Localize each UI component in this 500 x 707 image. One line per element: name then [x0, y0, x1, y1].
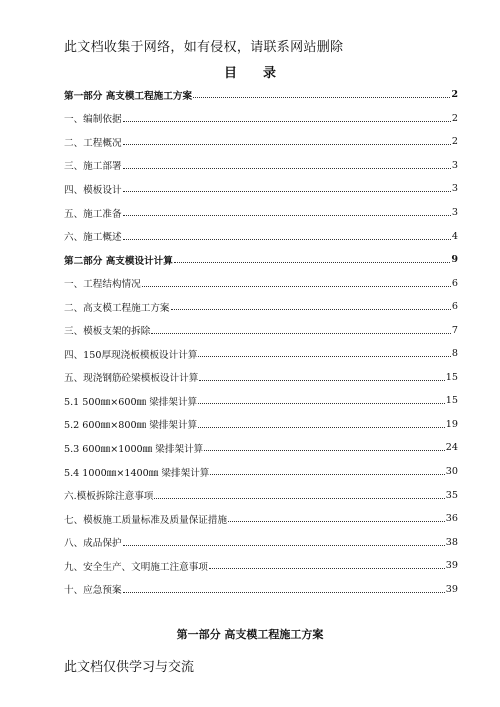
toc-entry-label: 三、施工部署 — [64, 161, 122, 173]
toc-entry-label: 六、施工概述 — [64, 232, 122, 244]
toc-entry-label: 5.4 1000㎜×1400㎜ 梁排架计算 — [64, 467, 210, 479]
toc-dot-leader — [123, 215, 451, 216]
toc-entry-page: 2 — [451, 89, 458, 101]
toc-dot-leader — [123, 592, 445, 593]
toc-dot-leader — [198, 427, 445, 428]
toc-part-entry[interactable] — [64, 83, 458, 107]
toc-entry[interactable] — [64, 483, 458, 507]
toc-dot-leader — [151, 333, 451, 334]
toc-entry-page: 39 — [445, 560, 458, 572]
toc-entry-page: 8 — [451, 348, 458, 360]
toc-entry-label: 六.模板拆除注意事项 — [64, 491, 154, 503]
toc-entry-page: 3 — [451, 183, 458, 195]
toc-dot-leader — [199, 380, 444, 381]
toc-dot-leader — [228, 521, 445, 522]
toc-dot-leader — [193, 97, 450, 98]
table-of-contents — [64, 83, 458, 601]
section-heading: 第一部分 高支模工程施工方案 — [176, 628, 324, 641]
toc-entry-page: 30 — [445, 466, 458, 478]
toc-entry-page: 19 — [445, 418, 458, 430]
toc-entry[interactable] — [64, 201, 458, 225]
toc-dot-leader — [123, 144, 451, 145]
footer-note: 此文档仅供学习与交流 — [64, 660, 195, 675]
toc-entry[interactable] — [64, 460, 458, 484]
toc-entry-label: 四、150厚现浇板模板设计计算 — [64, 349, 198, 361]
toc-entry[interactable] — [64, 271, 458, 295]
toc-entry-label: 三、模板支架的拆除 — [64, 326, 151, 338]
toc-entry[interactable] — [64, 154, 458, 178]
toc-entry-page: 38 — [445, 536, 458, 548]
toc-dot-leader — [123, 545, 445, 546]
toc-entry-label: 第一部分 高支模工程施工方案 — [64, 90, 193, 102]
toc-entry-label: 四、模板设计 — [64, 184, 122, 196]
toc-entry-label: 五、施工准备 — [64, 208, 122, 220]
toc-entry[interactable] — [64, 577, 458, 601]
toc-entry-label: 第二部分 高支模设计计算 — [64, 255, 173, 267]
toc-entry-label: 5.3 600㎜×1000㎜ 梁排架计算 — [64, 443, 204, 455]
toc-entry[interactable] — [64, 554, 458, 578]
toc-entry[interactable] — [64, 507, 458, 531]
toc-entry-page: 6 — [451, 277, 458, 289]
toc-entry-label: 十、应急预案 — [64, 585, 122, 597]
toc-entry[interactable] — [64, 530, 458, 554]
toc-entry-page: 15 — [445, 395, 458, 407]
toc-dot-leader — [123, 191, 451, 192]
toc-entry-label: 七、模板施工质量标准及质量保证措施 — [64, 514, 228, 526]
toc-entry-page: 9 — [451, 254, 458, 266]
toc-entry-page: 2 — [451, 136, 458, 148]
toc-entry-label: 二、高支模工程施工方案 — [64, 302, 170, 314]
toc-entry[interactable] — [64, 224, 458, 248]
toc-part-entry[interactable] — [64, 248, 458, 272]
toc-entry[interactable] — [64, 177, 458, 201]
toc-entry-page: 6 — [451, 301, 458, 313]
toc-dot-leader — [174, 262, 450, 263]
toc-entry-page: 2 — [451, 112, 458, 124]
toc-dot-leader — [198, 403, 445, 404]
toc-entry-page: 3 — [451, 159, 458, 171]
toc-entry-page: 24 — [445, 442, 458, 454]
toc-entry-page: 39 — [445, 583, 458, 595]
toc-entry-page: 15 — [445, 371, 458, 383]
toc-title: 目 录 — [223, 66, 276, 81]
toc-entry-page: 7 — [451, 324, 458, 336]
toc-entry-label: 一、编制依据 — [64, 114, 122, 126]
toc-dot-leader — [123, 121, 451, 122]
toc-entry-label: 5.1 500㎜×600㎜ 梁排架计算 — [64, 396, 198, 408]
toc-entry-label: 二、工程概况 — [64, 137, 122, 149]
toc-entry[interactable] — [64, 366, 458, 390]
toc-dot-leader — [210, 474, 444, 475]
toc-entry-label: 九、安全生产、文明施工注意事项 — [64, 561, 208, 573]
toc-entry-label: 5.2 600㎜×800㎜ 梁排架计算 — [64, 420, 198, 432]
toc-entry[interactable] — [64, 342, 458, 366]
toc-entry-page: 36 — [445, 513, 458, 525]
toc-dot-leader — [123, 168, 451, 169]
toc-dot-leader — [171, 309, 451, 310]
toc-entry[interactable] — [64, 130, 458, 154]
toc-entry-label: 八、成品保护 — [64, 538, 122, 550]
toc-dot-leader — [204, 450, 445, 451]
toc-entry-page: 4 — [451, 230, 458, 242]
toc-entry[interactable] — [64, 295, 458, 319]
toc-entry-page: 3 — [451, 207, 458, 218]
toc-entry-label: 五、现浇钢筋砼梁模板设计计算 — [64, 373, 199, 385]
toc-entry[interactable] — [64, 436, 458, 460]
toc-dot-leader — [123, 239, 451, 240]
toc-entry[interactable] — [64, 107, 458, 131]
header-note: 此文档收集于网络，如有侵权，请联系网站删除 — [64, 40, 344, 55]
toc-entry-page: 35 — [445, 489, 458, 501]
toc-dot-leader — [142, 286, 451, 287]
toc-dot-leader — [198, 356, 450, 357]
toc-dot-leader — [209, 568, 445, 569]
toc-entry[interactable] — [64, 318, 458, 342]
toc-entry[interactable] — [64, 389, 458, 413]
toc-entry-label: 一、工程结构情况 — [64, 279, 141, 291]
toc-dot-leader — [154, 498, 444, 499]
toc-entry[interactable] — [64, 413, 458, 437]
